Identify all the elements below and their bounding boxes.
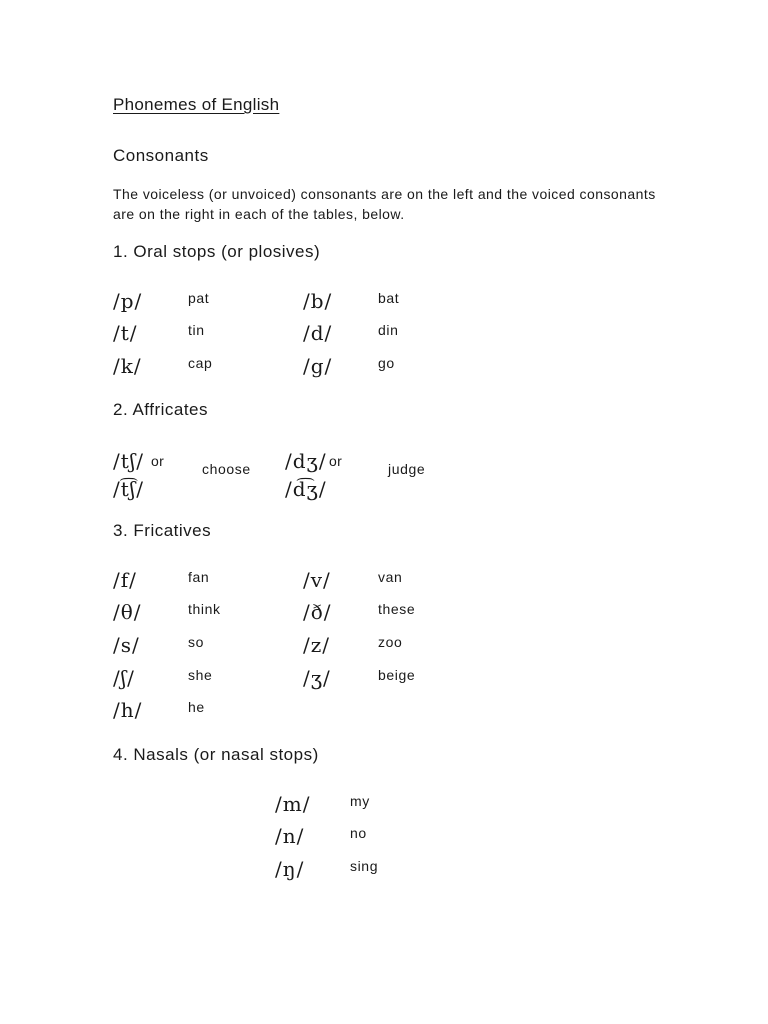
example-word: cap xyxy=(188,355,213,371)
ipa-symbol: /d͡ʒ/ xyxy=(285,477,327,501)
intro-paragraph: The voiceless (or unvoiced) consonants are on the left and the voiced consonants are on the right in each of the tables, below. xyxy=(113,186,656,222)
consonants-heading: Consonants xyxy=(113,146,209,165)
or-label: or xyxy=(329,453,343,469)
ipa-symbol: /t͡ʃ/ xyxy=(113,477,144,501)
page-title: Phonemes of English xyxy=(113,95,280,114)
nasals-heading: 4. Nasals (or nasal stops) xyxy=(113,745,319,764)
example-word: so xyxy=(188,634,204,650)
example-word: pat xyxy=(188,290,210,306)
ipa-symbol: /dʒ/ xyxy=(285,449,327,473)
example-word: these xyxy=(378,601,416,617)
ipa-symbol: /d/ xyxy=(303,321,333,345)
example-word: beige xyxy=(378,667,416,683)
ipa-symbol: /g/ xyxy=(303,354,333,378)
example-word: judge xyxy=(388,461,426,477)
example-word: my xyxy=(350,793,370,809)
example-word: tin xyxy=(188,322,205,338)
ipa-symbol: /s/ xyxy=(113,633,140,657)
ipa-symbol: /θ/ xyxy=(113,600,142,624)
example-word: din xyxy=(378,322,399,338)
ipa-symbol: /ð/ xyxy=(303,600,332,624)
ipa-symbol: /ʒ/ xyxy=(303,666,331,690)
fricatives-heading: 3. Fricatives xyxy=(113,521,212,540)
ipa-symbol: /tʃ/ xyxy=(113,449,144,473)
ipa-symbol: /b/ xyxy=(303,289,333,313)
ipa-symbol: /ʃ/ xyxy=(113,666,135,690)
example-word: fan xyxy=(188,569,210,585)
or-label: or xyxy=(151,453,165,469)
example-word: she xyxy=(188,667,213,683)
ipa-symbol: /p/ xyxy=(113,289,143,313)
affricates-heading: 2. Affricates xyxy=(113,400,209,419)
ipa-symbol: /m/ xyxy=(275,792,311,816)
example-word: choose xyxy=(202,461,251,477)
ipa-symbol: /t/ xyxy=(113,321,138,345)
ipa-symbol: /f/ xyxy=(113,568,137,592)
example-word: think xyxy=(188,601,221,617)
ipa-symbol: /n/ xyxy=(275,824,305,848)
example-word: bat xyxy=(378,290,400,306)
ipa-symbol: /z/ xyxy=(303,633,331,657)
ipa-symbol: /h/ xyxy=(113,698,143,722)
ipa-symbol: /v/ xyxy=(303,568,331,592)
example-word: he xyxy=(188,699,205,715)
example-word: go xyxy=(378,355,395,371)
example-word: zoo xyxy=(378,634,403,650)
ipa-symbol: /k/ xyxy=(113,354,142,378)
ipa-symbol: /ŋ/ xyxy=(275,857,305,881)
oral-stops-heading: 1. Oral stops (or plosives) xyxy=(113,242,321,261)
example-word: no xyxy=(350,825,367,841)
example-word: van xyxy=(378,569,403,585)
example-word: sing xyxy=(350,858,379,874)
